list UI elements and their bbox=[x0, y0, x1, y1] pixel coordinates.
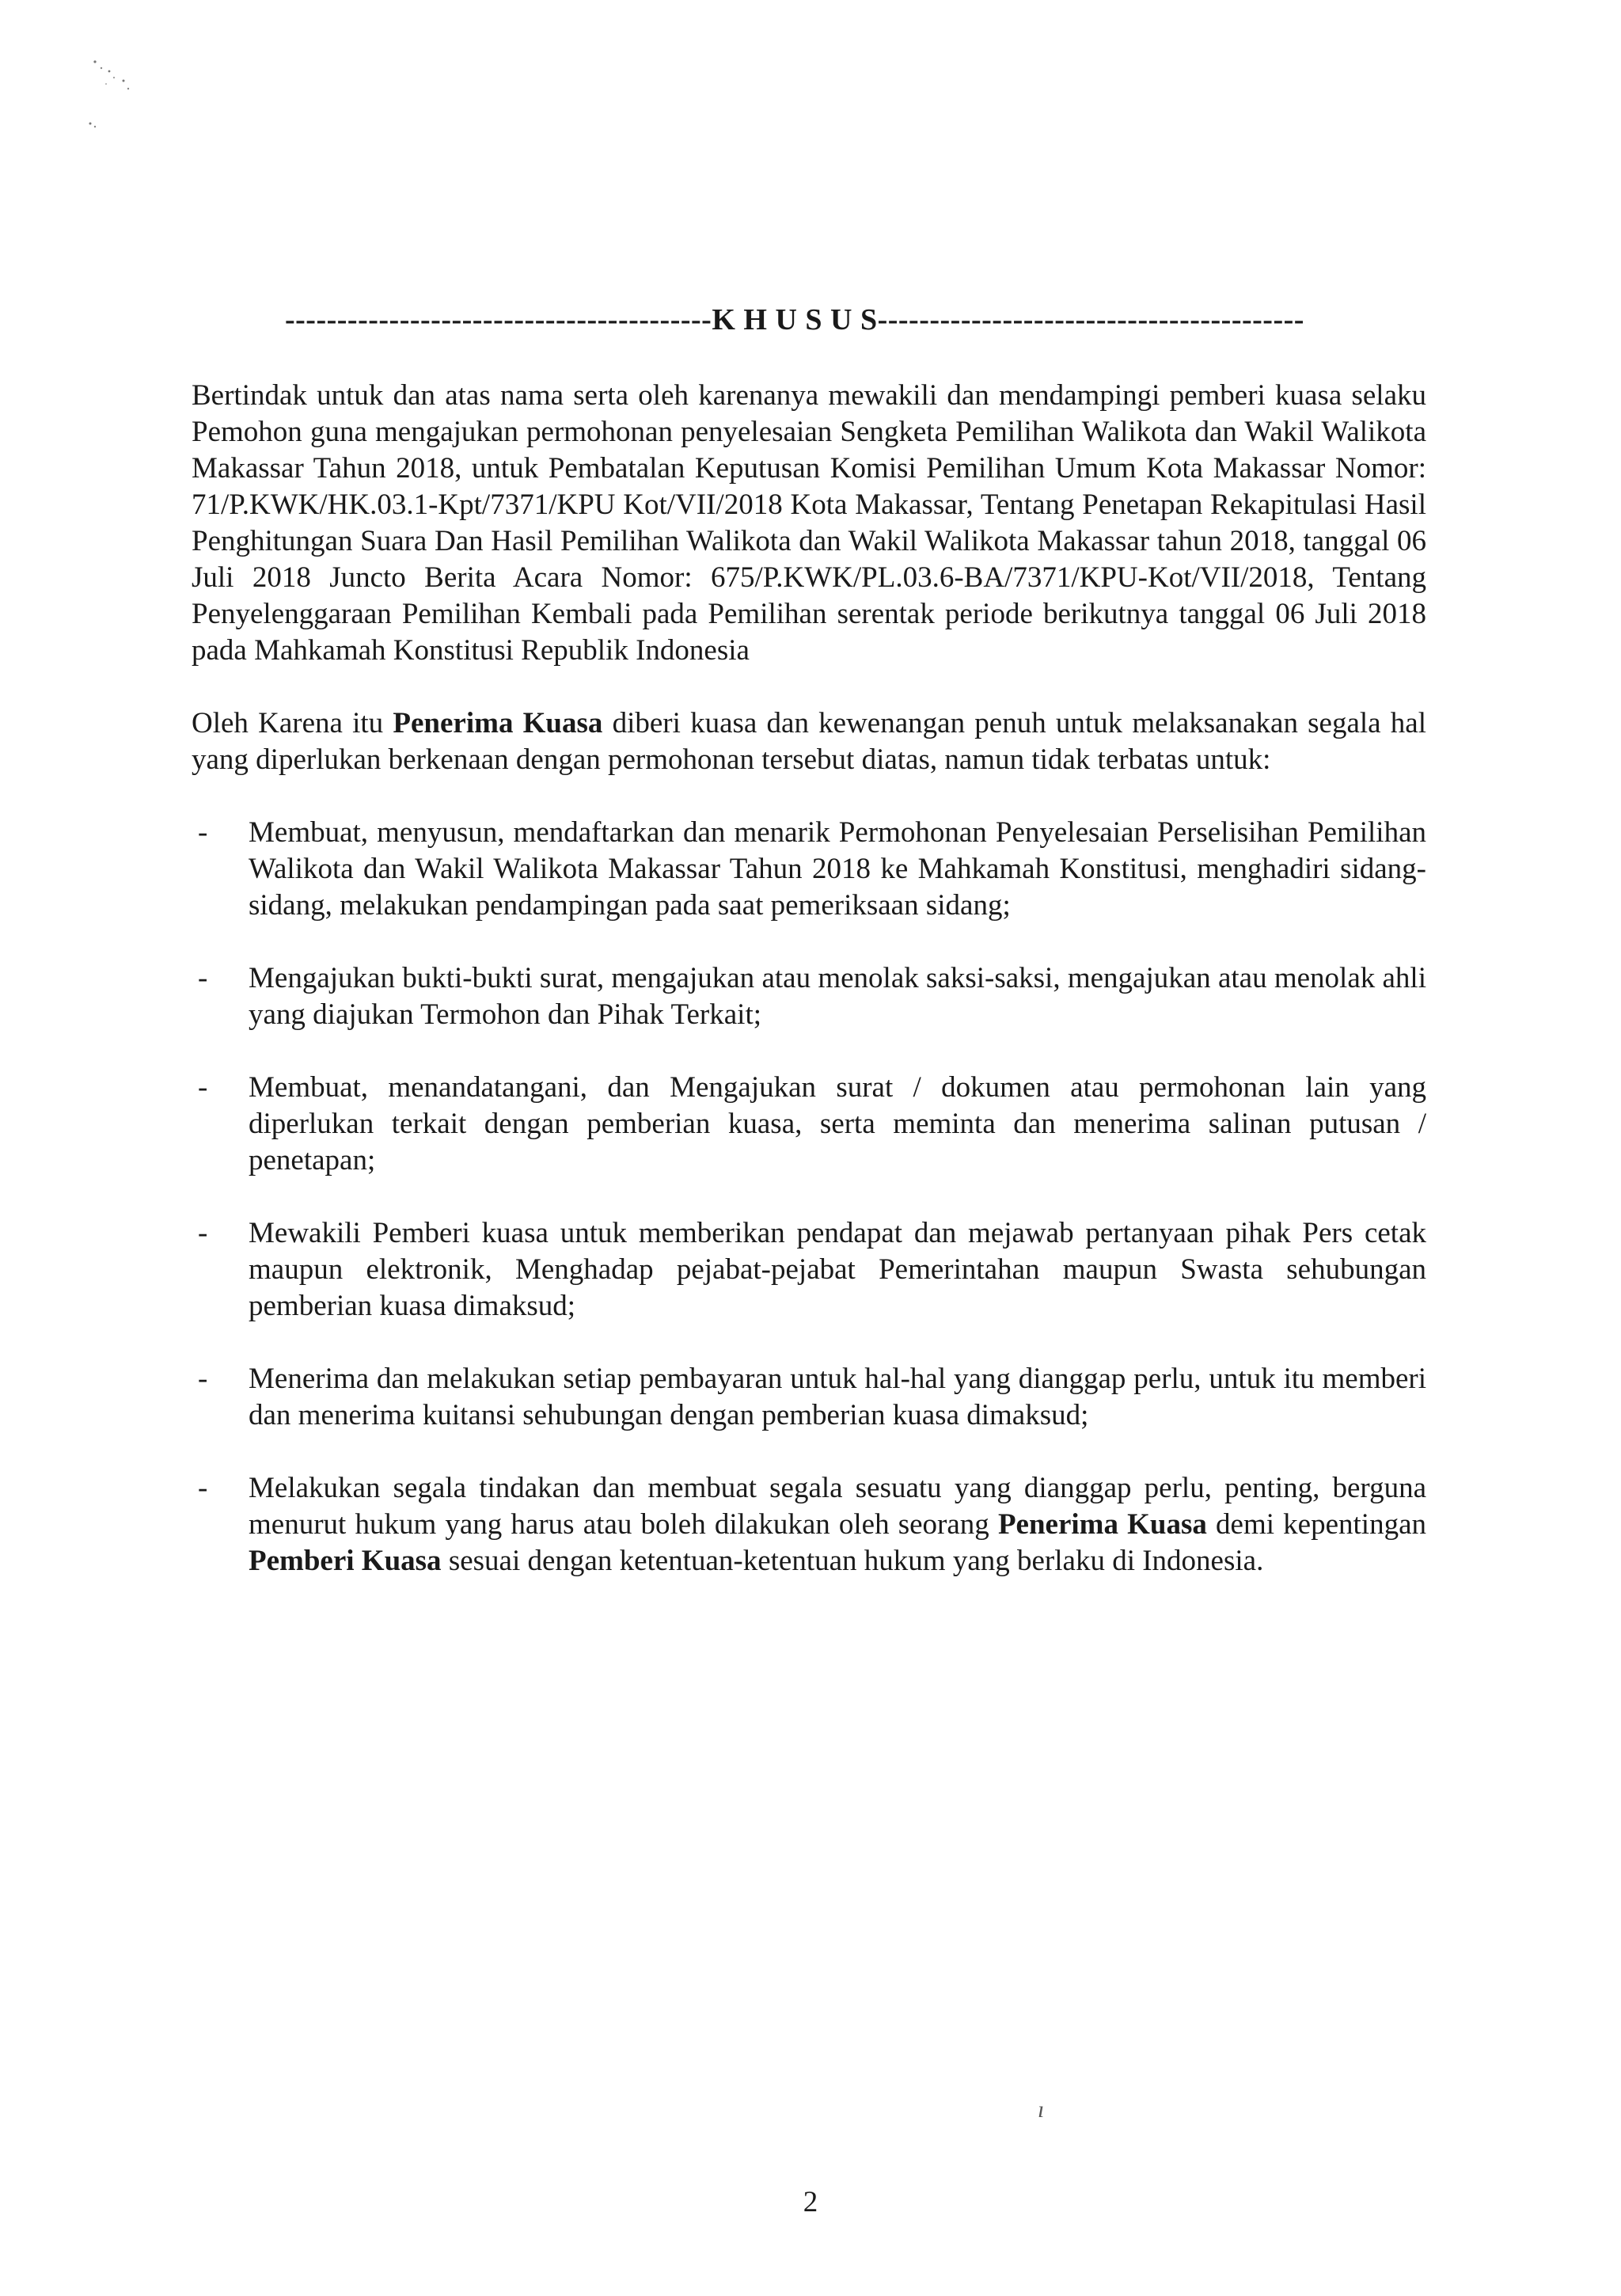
list-item-text: Mengajukan bukti-bukti surat, mengajukan atau menolak saksi-saksi, mengajukan atau menolak ahli yang diajukan Termohon dan Pihak Terkait; bbox=[249, 962, 1426, 1031]
list-item-bold: Penerima Kuasa bbox=[997, 1508, 1207, 1541]
list-item-text: Menerima dan melakukan setiap pembayaran untuk hal-hal yang dianggap perlu, untuk itu memberi dan menerima kuitansi sehubungan dengan pemberian kuasa dimaksud; bbox=[249, 1363, 1426, 1431]
list-item-text-part: Melakukan segala tindakan dan membuat segala sesuatu yang dianggap perlu, penting, berguna menurut hukum yang harus atau boleh dilakukan oleh seorang bbox=[249, 1472, 1426, 1541]
list-item bbox=[192, 960, 1426, 1033]
list-item bbox=[192, 1361, 1426, 1434]
scan-specks bbox=[79, 48, 158, 143]
list-item bbox=[192, 1470, 1426, 1579]
list-dash: - bbox=[198, 816, 208, 849]
list-item-text: Mewakili Pemberi kuasa untuk memberikan pendapat dan mejawab pertanyaan pihak Pers cetak maupun elektronik, Menghadap pejabat-pejabat Pemerintahan maupun Swasta sehubungan pemberian kuasa dimaksud; bbox=[249, 1217, 1426, 1322]
handwritten-mark: ı bbox=[1038, 2096, 1045, 2123]
document-body bbox=[192, 378, 1426, 1616]
list-dash: - bbox=[198, 1472, 208, 1504]
page-number: 2 bbox=[803, 2186, 818, 2218]
list-item bbox=[192, 815, 1426, 924]
list-item bbox=[192, 1070, 1426, 1179]
list-dash: - bbox=[198, 962, 208, 994]
list-item-text-part: demi kepentingan bbox=[1206, 1508, 1426, 1541]
list-item-text bbox=[249, 1472, 1426, 1577]
list-item-bold: Pemberi Kuasa bbox=[249, 1545, 442, 1577]
list-dash: - bbox=[198, 1217, 208, 1249]
paragraph-scope bbox=[192, 705, 1426, 778]
list-item-text: Membuat, menyusun, mendaftarkan dan menarik Permohonan Penyelesaian Perselisihan Pemilihan Walikota dan Wakil Walikota Makassar Tahun 2018 ke Mahkamah Konstitusi, menghadiri sidang-sidang, melakukan pendampingan pada saat pemeriksaan sidang; bbox=[249, 816, 1426, 922]
list-item bbox=[192, 1215, 1426, 1325]
paragraph-scope-text-1: Oleh Karena itu bbox=[192, 707, 393, 739]
list-dash: - bbox=[198, 1363, 208, 1395]
list-dash: - bbox=[198, 1071, 208, 1104]
paragraph-scope-bold: Penerima Kuasa bbox=[393, 707, 603, 739]
paragraph-scope-text-2: diberi kuasa dan kewenangan penuh untuk melaksanakan segala hal yang diperlukan berkenaan dengan permohonan tersebut diatas, namun tidak terbatas untuk: bbox=[192, 707, 1426, 776]
section-heading: -----------------------------------------K H U S U S----------------------------------------- bbox=[285, 303, 1304, 336]
list-item-text: Membuat, menandatangani, dan Mengajukan surat / dokumen atau permohonan lain yang diperlukan terkait dengan pemberian kuasa, serta meminta dan menerima salinan putusan / penetapan; bbox=[249, 1071, 1426, 1177]
paragraph-authorization: Bertindak untuk dan atas nama serta oleh karenanya mewakili dan mendampingi pemberi kuasa selaku Pemohon guna mengajukan permohonan penyelesaian Sengketa Pemilihan Walikota dan Wakil Walikota Makassar Tahun 2018, untuk Pembatalan Keputusan Komisi Pemilihan Umum Kota Makassar Nomor: 71/P.KWK/HK.03.1-Kpt/7371/KPU Kot/VII/2018 Kota Makassar, Tentang Penetapan Rekapitulasi Hasil Penghitungan Suara Dan Hasil Pemilihan Walikota dan Wakil Walikota Makassar tahun 2018, tanggal 06 Juli 2018 Juncto Berita Acara Nomor: 675/P.KWK/PL.03.6-BA/7371/KPU-Kot/VII/2018, Tentang Penyelenggaraan Pemilihan Kembali pada Pemilihan serentak periode berikutnya tanggal 06 Juli 2018 pada Mahkamah Konstitusi Republik Indonesia bbox=[192, 379, 1426, 667]
list-item-text-part: sesuai dengan ketentuan-ketentuan hukum yang berlaku di Indonesia. bbox=[441, 1545, 1264, 1577]
authority-list bbox=[192, 815, 1426, 1579]
